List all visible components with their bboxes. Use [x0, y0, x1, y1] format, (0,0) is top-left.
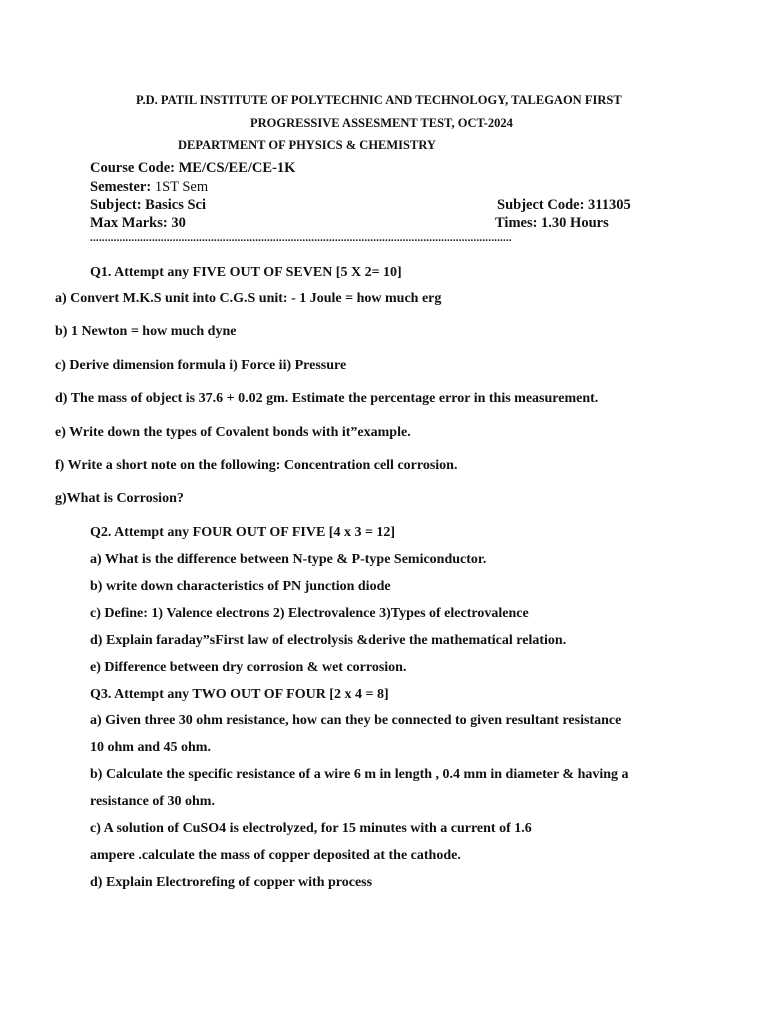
institute-name: P.D. PATIL INSTITUTE OF POLYTECHNIC AND TECHNOLOGY, TALEGAON FIRST: [136, 93, 622, 107]
subject: Subject: Basics Sci: [90, 197, 206, 213]
q1-item: g)What is Corrosion?: [55, 491, 184, 506]
q2-item: b) write down characteristics of PN junction diode: [90, 579, 391, 594]
q1-item: c) Derive dimension formula i) Force ii) Pressure: [55, 358, 347, 373]
q3-line: resistance of 30 ohm.: [90, 794, 215, 809]
q2-item: e) Difference between dry corrosion & wet corrosion.: [90, 660, 407, 675]
q1-item: e) Write down the types of Covalent bonds with it”example.: [55, 425, 411, 440]
q3-line: c) A solution of CuSO4 is electrolyzed, for 15 minutes with a current of 1.6: [90, 821, 532, 836]
course-code: Course Code: ME/CS/EE/CE-1K: [90, 160, 296, 176]
q2-item: a) What is the difference between N-type & P-type Semiconductor.: [90, 552, 487, 567]
q3-line: 10 ohm and 45 ohm.: [90, 740, 211, 755]
semester-value: 1ST Sem: [151, 179, 209, 195]
q3-line: d) Explain Electrorefing of copper with process: [90, 875, 373, 890]
divider-line: ...............................................................................................................................................: [90, 232, 512, 244]
max-marks: Max Marks: 30: [90, 215, 186, 231]
q1-item: a) Convert M.K.S unit into C.G.S unit: - 1 Joule = how much erg: [55, 291, 442, 306]
q2-item: c) Define: 1) Valence electrons 2) Electrovalence 3)Types of electrovalence: [90, 606, 529, 621]
semester: [90, 179, 208, 196]
q3-line: a) Given three 30 ohm resistance, how can they be connected to given resultant resistance: [90, 713, 622, 728]
q2-title: Q2. Attempt any FOUR OUT OF FIVE [4 x 3 = 12]: [90, 525, 396, 540]
q1-item: f) Write a short note on the following: Concentration cell corrosion.: [55, 458, 458, 473]
q1-item: d) The mass of object is 37.6 + 0.02 gm. Estimate the percentage error in this measurement.: [55, 391, 599, 406]
q3-line: b) Calculate the specific resistance of a wire 6 m in length , 0.4 mm in diameter & having a: [90, 767, 629, 782]
subject-code: Subject Code: 311305: [497, 197, 631, 213]
q1-item: b) 1 Newton = how much dyne: [55, 324, 237, 339]
q2-item: d) Explain faraday”sFirst law of electrolysis &derive the mathematical relation.: [90, 633, 567, 648]
q3-line: ampere .calculate the mass of copper deposited at the cathode.: [90, 848, 461, 863]
department-name: DEPARTMENT OF PHYSICS & CHEMISTRY: [178, 138, 436, 152]
time-duration: Times: 1.30 Hours: [495, 215, 609, 231]
q1-title: Q1. Attempt any FIVE OUT OF SEVEN [5 X 2= 10]: [90, 265, 402, 280]
test-title: PROGRESSIVE ASSESMENT TEST, OCT-2024: [250, 116, 513, 130]
semester-label: Semester:: [90, 179, 152, 195]
q3-title: Q3. Attempt any TWO OUT OF FOUR [2 x 4 = 8]: [90, 687, 389, 702]
